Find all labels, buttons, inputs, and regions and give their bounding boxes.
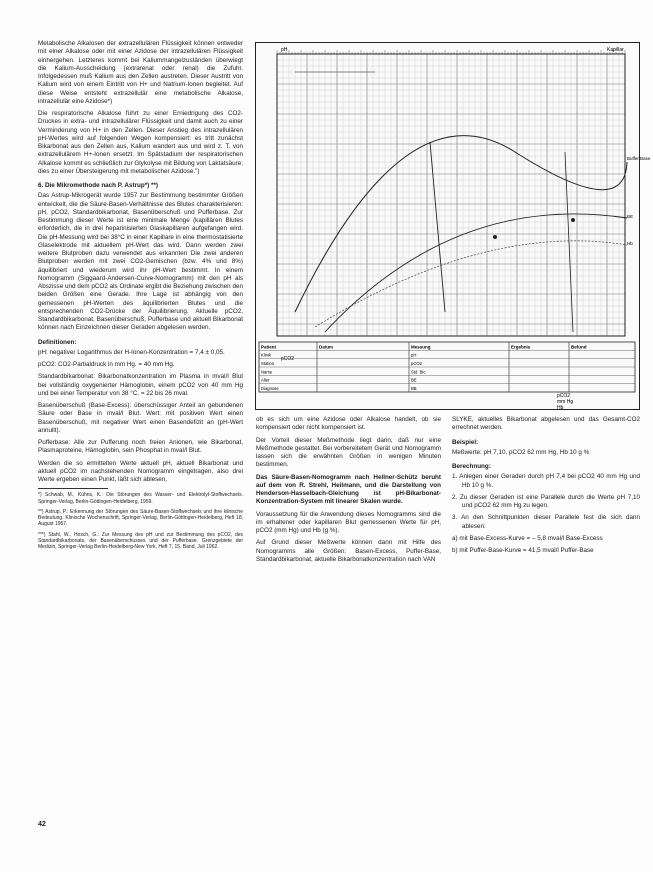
footnote-3: ***) Stahl, W., Hosch, G.: Zur Messung des pH und zur Bestimmung des pCO2, des Standardbikarbonats, der Basenüberschusses und der Pufferbase. Grenzgebiete der Medizin, Springer-Verlag Berlin-Heidelberg-New York, Heft 7, 15. Band, Juli 1962. xyxy=(38,531,243,551)
table-annotation-3: Hb xyxy=(557,405,564,411)
calc-step-3: 3. An den Schnittpunkten dieser Parallele fest die sich dann ablesen: xyxy=(452,514,640,530)
paragraph-astrup-method: Das Astrup-Mikrogerät wurde 1957 zur Bestimmung bestimmter Größen entwickelt, die die Säure-Basen-Verhältnisse des Blutes charakterisieren: pH, pCO2, Standardbikarbonat, Basenüberschuß und Pufferbase. Zur Bestimmung dieser Werte ist eine minimale Menge (kapillären Blutes erforderlich, die in drei heparinisierten Glaskapillaren aufgefangen wird. Die pH-Messung wird bei 38°C in einer Kapillare in eine thermostatisierte Glaselektrode mit aktuellem pH-Wert das wird. Dann werden zwei weitere Blutproben dazu verwendet aus erkannten Die zwei anderen Blutproben werden mit zwei CO2-Gemischen (bzw. 4% und 8%) äquilibriert und wiederum wird ihr pH-Wert bestimmt. In einem Nomogramm (Siggaard-Andersen-Curve-Nomogramm) mit den pH als Abszisse und dem pCO2 als Ordinate ergibt die Beziehung zwischen den beiden Größen eine Gerade. Ihre Lage ist abhängig von den gemessenen pH-Werten des äquilibrierten Blutes und die entsprechenden CO2-Drücke der Äquilibrierung. Aktuelle pCO2, Standardbikarbonat, Basenüberschuß, Pufferbase und aktuell Bikarbonat können nach Einzeichnen dieser Geraden abgelesen werden. xyxy=(38,192,243,332)
curve-label-hb: Hb xyxy=(627,241,633,246)
middle-heading: Das Säure-Basen-Nomogramm nach Hellner-Schütz beruht auf dem von R. Strehl, Heilmann, und die Darstellung von Henderson-Hasselbach-Gleichung ist pH-Bikarbonat-Konzentration-System mit linearer Skalen wurde. xyxy=(256,473,441,506)
paragraph-metabolic-alkalosis: Metabolische Alkalosen der extrazellulären Flüssigkeit können entweder mit einer Alkalose oder mit einer Azidose der intrazellulären Flüssigkeit einhergehen. Letzteres kommt bei Kaliummangelzuständen überwiegt die Kalium-Ausscheidung (extrarenal oder renal) die Zufuhr. Infolgedessen muß Kalium aus den Zellen austreten. Dieser Austritt von Kalium wird von einem Eintritt von H+ und Natrium-Ionen begleitet. Auf diese Weise entsteht extrazellulär eine metabolische Alkalose, intrazellulär eine Azidose*) xyxy=(38,40,243,105)
calc-step-3b: b) mit Puffer-Base-Kurve = 41,5 mval/l Puffer-Base xyxy=(452,547,594,554)
middle-paragraph-1: ob es sich um eine Azidose oder Alkalose handelt, ob sie kompensiert oder nicht kompensiert ist. xyxy=(256,416,441,432)
footnote-1: *) Schwab, M., Kühns, K.: Die Störungen des Wasser- und Elektrolyt-Stoffwechsels. Springer-Verlag, Berlin-Göttingen-Heidelberg, 1959. xyxy=(38,492,243,505)
table-annotation-1: pCO2 xyxy=(557,393,571,399)
table-cell: Klinik xyxy=(261,352,272,358)
definition-ph: pH: negativer Logarithmus der H-Ionen-Konzentration = 7,4 ± 0,05. xyxy=(38,348,225,356)
table-cell: Diagnose xyxy=(261,386,279,391)
table-cell: BB xyxy=(411,386,417,391)
calc-step-3a: a) mit Base-Excess-Kurve = – 5,8 mval/l Base-Excess xyxy=(452,534,603,542)
nomogram-svg xyxy=(255,42,651,411)
pco2-label: pCO2 xyxy=(281,356,295,362)
table-header-cell: Patient xyxy=(261,344,277,350)
reference-point xyxy=(571,218,575,222)
paragraph-respiratory-alkalosis: Die respiratorische Alkalose führt zu einer Erniedrigung des CO2-Druckes in extra- und intrazellulärer Flüssigkeit und damit auch zu einer Verminderung von H+ in den Zellen. Dieser Anstieg des intrazellulären pH-Wertes wird auf folgenden Wegen kompensiert: es tritt zunächst Bikarbonat aus den Zellen aus, Kalium wandert aus und wird z. T. von extrazellulärem H+-Ionen ersetzt. Im Spätstadium der respiratorischen Alkalose kommt es schließlich zur Glykolyse mit Bildung von Laktatsäure; dies zu einer Übersteigerung mit metabolischer Azidose.") xyxy=(38,110,243,175)
page-number: 42 xyxy=(38,821,46,828)
right-paragraph-1: SLYKE, aktuelles Bikarbonat abgelesen und das Gesamt-CO2 errechnet werden. xyxy=(452,416,640,432)
definition-base-excess: Basenüberschuß (Base-Excess): überschüssiger Anteil an gebundenen Säure oder Base in mval/l Blut. Wert: mit positiven Wert einen Basenüberschuß, mit negativer Wert einen Basendefizit an (pH-Wert annullt). xyxy=(38,402,243,434)
acid-base-nomogram xyxy=(255,42,651,411)
middle-column xyxy=(256,416,441,568)
table-cell: BE xyxy=(411,377,417,383)
example-heading: Beispiel: xyxy=(452,438,479,446)
curve-label-buffer-base: Buffer Base xyxy=(627,156,651,161)
curve-label-be: BE xyxy=(627,214,634,219)
middle-paragraph-4: Auf Grund dieser Meßwerte können dann mit Hilfe des Nomogramms alle Größen: Basen-Excess, Puffer-Base, Standardbikarbonat, aktuelle Bikarbonatkonzentration nach VAN xyxy=(256,539,441,563)
table-annotation-2: mm Hg xyxy=(557,399,574,405)
table-header-cell: Datum xyxy=(319,344,334,350)
right-column xyxy=(452,416,640,559)
table-header-cell: Ergebnis xyxy=(511,344,531,350)
footnote-2: **) Astrup, P.: Erkennung der Störungen des Säure-Basen-Stoffwechsels und ihre klinische Bedeutung. Klinische Wochenschrift, Springer-Verlag, Berlin-Göttingen-Heidelberg, Heft 18, August 1957. xyxy=(38,508,243,528)
table-cell: Station xyxy=(261,361,275,366)
definition-pco2: pCO2: CO2-Partialdruck in mm Hg. = 40 mm Hg. xyxy=(38,361,175,368)
table-header-cell: Messung xyxy=(411,344,431,350)
calculation-heading: Berechnung: xyxy=(452,463,491,470)
measurement-point xyxy=(493,235,497,239)
top-scale-label: pH xyxy=(281,47,288,53)
table-cell: pH xyxy=(411,352,417,358)
left-column xyxy=(38,40,243,555)
middle-paragraph-2: Der Vorteil dieser Meßmethode liegt darin, daß nur eine Meßmethode gestattet. Bei vorbereitetem Gerät und Nomogramm lassen sich die erwähnten Größen in wenigen Minuten bestimmen. xyxy=(256,436,441,469)
section-heading-astrup: 6. Die Mikromethode nach P. Astrup*) **) xyxy=(38,182,159,189)
table-cell: Alter xyxy=(261,377,270,383)
calc-step-2: 2. Zu dieser Geraden ist eine Parallele durch die Werte pH 7,10 und pCO2 62 mm Hg zu legen. xyxy=(452,493,640,509)
definitions-heading: Definitionen: xyxy=(38,338,77,346)
example-values: Meßwerte: pH 7,10, pCO2 62 mm Hg, Hb 10 g % xyxy=(452,448,590,456)
table-cell: Name xyxy=(261,369,273,375)
definition-standard-bicarbonate: Standardbikarbonat: Bikarbonatkonzentration im Plasma in mval/l Blut bei vollständig oxygenierter Hämoglobin, einem pCO2 von 40 mm Hg und bei einer Temperatur von 38 °C. = 22 bis 26 mval. xyxy=(38,373,243,397)
right-scale-label: Kapillar xyxy=(607,47,624,53)
table-header-cell: Befund xyxy=(571,344,587,350)
table-cell: Std. Bic. xyxy=(411,369,427,375)
middle-paragraph-3: Voraussetzung für die Anwendung dieses Nomogramms sind die im erhaltener oder kapillaren Blut gemessenen Werte für pH, pCO2 (mm Hg) und Hb (g %). xyxy=(256,510,441,534)
footnote-divider xyxy=(38,488,108,489)
calc-step-1: 1. Anlegen einer Geraden durch pH 7,4 bei pCO2 40 mm Hg und Hb 10 g %. xyxy=(452,473,640,489)
paragraph-values: Werden die so ermittelten Werte aktuell pH, aktuell Bikarbonat und aktuell pCO2 im nachstehenden Nomogramm eingetragen, also drei Werte ergeben einen Punkt, läßt sich ablesen, xyxy=(38,459,243,483)
definition-buffer-base: Pufferbase: Alle zur Pufferung noch freien Anionen, wie Bikarbonat, Plasmaproteine, Hämoglobin, sein Phosphat in mval/l Blut. xyxy=(38,439,243,455)
table-cell: pCO2 xyxy=(411,361,422,366)
